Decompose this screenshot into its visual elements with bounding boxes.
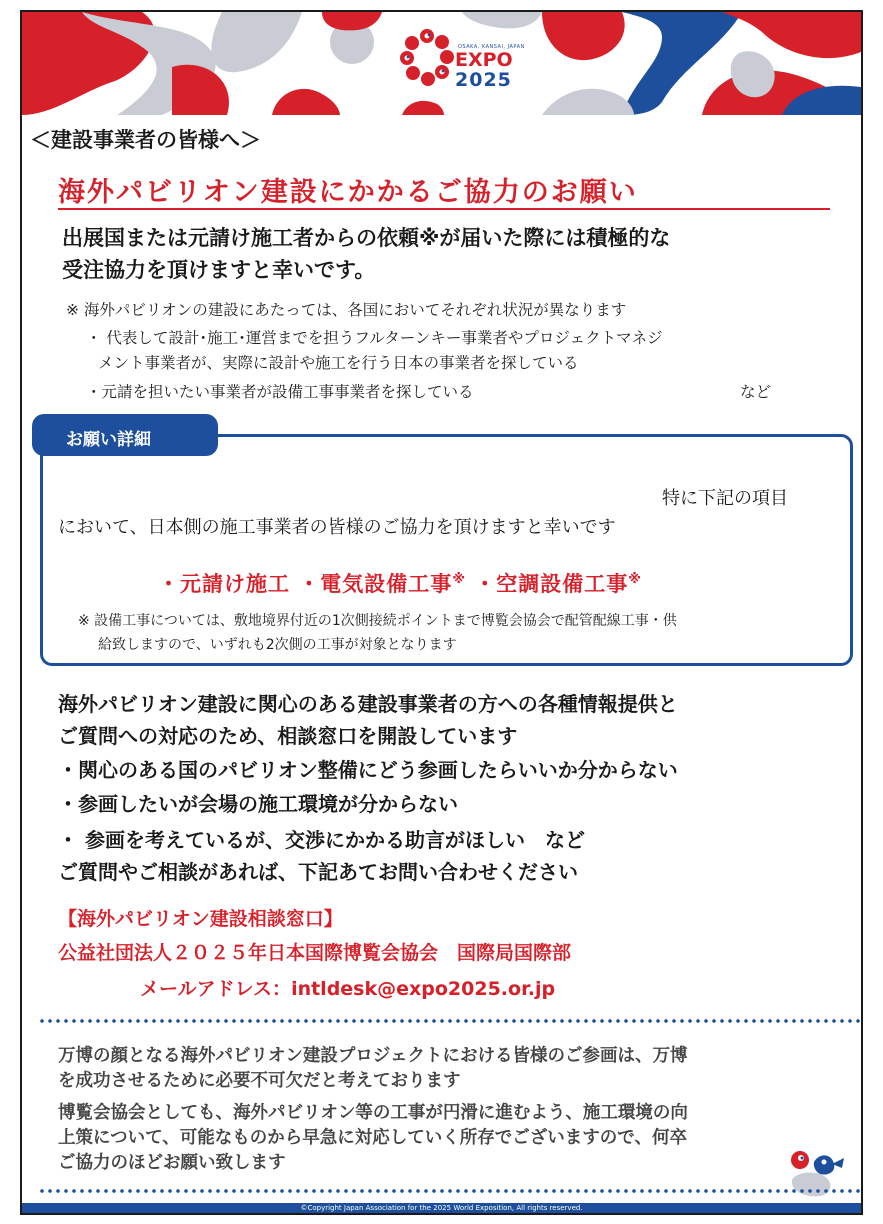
closing-line-2: を成功させるために必要不可欠だと考えております (58, 1071, 461, 1091)
detail-line-2: において、日本側の施工事業者の皆様のご協力を頂けますと幸いです (58, 517, 616, 538)
note-bullet-2: ・元請を担いたい事業者が設備工事事業者を探している (86, 383, 474, 401)
logo-year-text: 2025 (455, 69, 512, 91)
headline-underline (58, 208, 830, 210)
contact-organization: 公益社団法人２０２５年日本国際博覧会協会 国際局国際部 (58, 942, 572, 964)
consult-line-1: 海外パビリオン建設に関心のある建設事業者の方への各種情報提供と (58, 692, 678, 716)
consult-bullet-3: ・ 参画を考えているが、交渉にかかる助言がほしい など (58, 828, 585, 852)
lead-line-1: 出展国または元請け施工者からの依頼※が届いた際には積極的な (62, 226, 671, 250)
closing-line-5: ご協力のほどお願い致します (58, 1153, 286, 1173)
detail-line-1: 特に下記の項目 (662, 488, 788, 509)
consult-bullet-2: ・参画したいが会場の施工環境が分からない (58, 792, 458, 816)
contact-title: 【海外パビリオン建設相談窓口】 (58, 908, 343, 930)
detail-footnote-line-2: 給致しますので、いずれも2次側の工事が対象となります (98, 637, 457, 653)
greeting: ＜建設事業者の皆様へ＞ (30, 128, 261, 152)
closing-line-1: 万博の顔となる海外パビリオン建設プロジェクトにおける皆様のご参画は、万博 (58, 1046, 688, 1066)
detail-footnote-line-1: ※ 設備工事については、敷地境界付近の1次側接続ポイントまで博覧会協会で配管配線工事・供 (78, 613, 677, 629)
closing-line-3: 博覧会協会としても、海外パビリオン等の工事が円滑に進むよう、施工環境の向 (58, 1103, 688, 1123)
note-intro: ※ 海外パビリオンの建設にあたっては、各国においてそれぞれ状況が異なります (66, 301, 627, 319)
logo-expo-text: EXPO (455, 49, 513, 71)
expo-mascot-ring-icon (400, 28, 454, 92)
request-detail-box (40, 434, 853, 666)
item-prime-contract: ・元請け施工 (158, 572, 290, 596)
headline: 海外パビリオン建設にかかるご協力のお願い (58, 177, 638, 208)
request-detail-tab-label: お願い詳細 (66, 430, 151, 450)
item-air-conditioning: ・空調設備工事 (474, 572, 629, 596)
lead-line-2: 受注協力を頂けますと幸いです。 (62, 258, 376, 282)
logo-location-text: OSAKA, KANSAI, JAPAN (458, 44, 525, 50)
target-work-items (158, 568, 642, 598)
top-banner (22, 12, 861, 115)
consult-line-last: ご質問やご相談があれば、下記あてお問い合わせください (58, 860, 578, 884)
dotted-divider-bottom (38, 1189, 860, 1193)
copyright-text: ©Copyright Japan Association for the 2025 World Exposition, All rights reserved. (300, 1204, 583, 1212)
item-electrical-note-mark: ※ (452, 572, 466, 587)
note-bullet-2-suffix: など (740, 383, 772, 401)
expo-logo (400, 28, 530, 98)
item-air-conditioning-note-mark: ※ (628, 572, 642, 587)
consult-bullet-1: ・関心のある国のパビリオン整備にどう参画したらいいか分からない (58, 758, 678, 782)
note-bullet-1-line-1: ・ 代表して設計･施工･運営までを担うフルターンキー事業者やプロジェクトマネジ (86, 329, 663, 347)
item-electrical: ・電気設備工事 (298, 572, 453, 596)
consult-line-2: ご質問への対応のため、相談窓口を開設しています (58, 724, 518, 748)
dotted-divider-top (38, 1019, 860, 1023)
closing-line-4: 上策について、可能なものから早急に対応していく所存でございますので、何卒 (58, 1128, 687, 1148)
contact-email-label: メールアドレス： (140, 978, 292, 1000)
note-bullet-1-line-2: メント事業者が、実際に設計や施工を行う日本の事業者を探している (98, 354, 579, 372)
contact-email-link[interactable]: intldesk@expo2025.or.jp (291, 978, 556, 1000)
footer-bar (22, 1203, 861, 1213)
contact-email-row (140, 974, 555, 1001)
flyer (20, 10, 863, 1215)
